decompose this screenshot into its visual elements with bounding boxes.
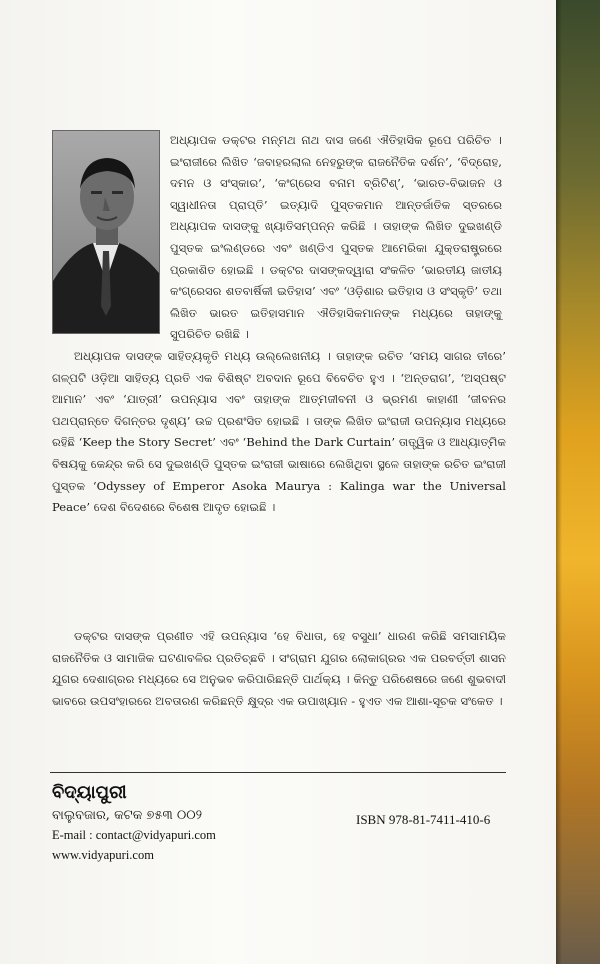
publisher-email: E-mail : contact@vidyapuri.com [52,828,216,842]
publisher-address: ବାଲୁବଜାର, କଟକ ୭୫୩ ୦୦୨ [52,808,203,823]
book-spine [556,0,600,964]
divider [50,772,506,773]
author-bio-paragraph: ଅଧ୍ୟାପକ ଡକ୍ଟର ମନ୍ମଥ ନାଥ ଦାସ ଜଣେ ଐତିହାସିକ ରୂପେ ପରିଚିତ । ଇଂରାଜୀରେ ଲିଖିତ ‘ଜବାହରଲାଲ ନେହରୁଙ୍କ ରାଜନୈତିକ ଦର୍ଶନ’, ‘ବିଦ୍ରୋହ, ଦମନ ଓ ସଂସ୍କାର’, ‘କଂଗ୍ରେସ ବନାମ ବ୍ରିଟିଶ୍’, ‘ଭାରତ-ବିଭାଜନ ଓ ସ୍ୱାଧୀନତା ପ୍ରାପ୍ତି’ ଇତ୍ୟାଦି ପୁସ୍ତକମାନ ଆନ୍ତର୍ଜାତିକ ସ୍ତରରେ ଅଧ୍ୟାପକ ଦାସଙ୍କୁ ଖ୍ୟାତିସମ୍ପନ୍ନ କରିଛି । ତାହାଙ୍କ ଲିଖିତ ଦୁଇଖଣ୍ଡି ପୁସ୍ତକ ଇଂଲଣ୍ଡରେ ଏବଂ ଖଣ୍ଡିଏ ପୁସ୍ତକ ଆମେରିକା ଯୁକ୍ତରାଷ୍ଟ୍ରରେ ପ୍ରକାଶିତ ହୋଇଛି । ଡକ୍ଟର ଦାସଙ୍କଦ୍ୱାରା ସଂକଳିତ ‘ଭାରତୀୟ ଜାତୀୟ କଂଗ୍ରେସର ଶତବାର୍ଷିକୀ ଇତିହାସ’ ଏବଂ ‘ଓଡ଼ିଶାର ଇତିହାସ ଓ ସଂସ୍କୃତି’ ତଥା ଲିଖିତ ଭାରତ ଇତିହାସମାନ ଐତିହାସିକମାନଙ୍କ ମଧ୍ୟରେ ତାହାଙ୍କୁ ସୁପରିଚିତ ରଖିଛି । [170,133,502,342]
publisher-website: www.vidyapuri.com [52,848,154,862]
isbn-number: ISBN 978-81-7411-410-6 [356,812,491,827]
literary-works-paragraph: ଅଧ୍ୟାପକ ଦାସଙ୍କ ସାହିତ୍ୟକୃତି ମଧ୍ୟ ଉଲ୍ଲେଖନୀୟ । ତାହାଙ୍କ ରଚିତ ‘ସମୟ ସାଗର ତୀରେ’ ଗଳ୍ପଟି ଓଡ଼ିଆ ସାହିତ୍ୟ ପ୍ରତି ଏକ ବିଶିଷ୍ଟ ଅବଦାନ ରୂପେ ବିବେଚିତ ହୁଏ । ‘ଅନ୍ତରାଗ’, ‘ଅସ୍ପଷ୍ଟ ଆମାନ’ ଏବଂ ‘ଯାତ୍ରୀ’ ଉପନ୍ୟାସ ଏବଂ ତାହାଙ୍କ ଆତ୍ମଜୀବନୀ ଓ ଭ୍ରମଣ କାହାଣୀ ‘ଜୀବନର ପଥପ୍ରାନ୍ତେ ଦିଗନ୍ତର ଦୃଶ୍ୟ’ ଉଚ୍ଚ ପ୍ରଶଂସିତ ହୋଇଛି । ତାଙ୍କ ଲିଖିତ ଇଂରାଜୀ ଉପନ୍ୟାସ ମଧ୍ୟରେ ରହିଛି ‘Keep the Story Secret’ ଏବଂ ‘Behind the Dark Curtain’ ତାତ୍ତ୍ୱିକ ଓ ଆଧ୍ୟାତ୍ମିକ ବିଷୟକୁ କେନ୍ଦ୍ର କରି ସେ ଦୁଇଖଣ୍ଡି ପୁସ୍ତକ ଇଂରାଜୀ ଭାଷାରେ ଲେଖିଥିବା ସ୍ଥଳେ ତାହାଙ୍କ ରଚିତ ଇଂରାଜୀ ପୁସ୍ତକ ‘Odyssey of Emperor Asoka Maurya : Kalinga war the Universal Peace’ ଦେଶ ବିଦେଶରେ ବିଶେଷ ଆଦୃତ ହୋଇଛି । [52,349,506,515]
publisher-name: ବିଦ୍ୟାପୁରୀ [52,782,127,803]
novel-summary-paragraph: ଡକ୍ଟର ଦାସଙ୍କ ପ୍ରଣୀତ ଏହି ଉପନ୍ୟାସ ‘ହେ ବିଧାତା, ହେ ବସୁଧା’ ଧାରଣ କରିଛି ସମସାମୟିକ ରାଜନୈତିକ ଓ ସାମାଜିକ ଘଟଣାବଳିର ପ୍ରତିଚ୍ଛବି । ସଂଗ୍ରାମ ଯୁଗର ଲୋକାଗ୍ରର ଏକ ପରବର୍ତ୍ତୀ ଶାସନ ଯୁଗର ଦେଶାଗ୍ରର ମଧ୍ୟରେ ସେ ଅନୁଭବ କରିପାରିଛନ୍ତି ପାର୍ଥକ୍ୟ । କିନ୍ତୁ ପରିଶେଷରେ ଜଣେ ଶୁଭବାଦୀ ଭାବରେ ଉପସଂହାରରେ ଅବତାରଣ କରିଛନ୍ତି କ୍ଷୁଦ୍ର ଏକ ଉପାଖ୍ୟାନ - ହୁଏତ ଏକ ଆଶା-ସୂଚକ ସଂକେତ । [52,629,506,708]
